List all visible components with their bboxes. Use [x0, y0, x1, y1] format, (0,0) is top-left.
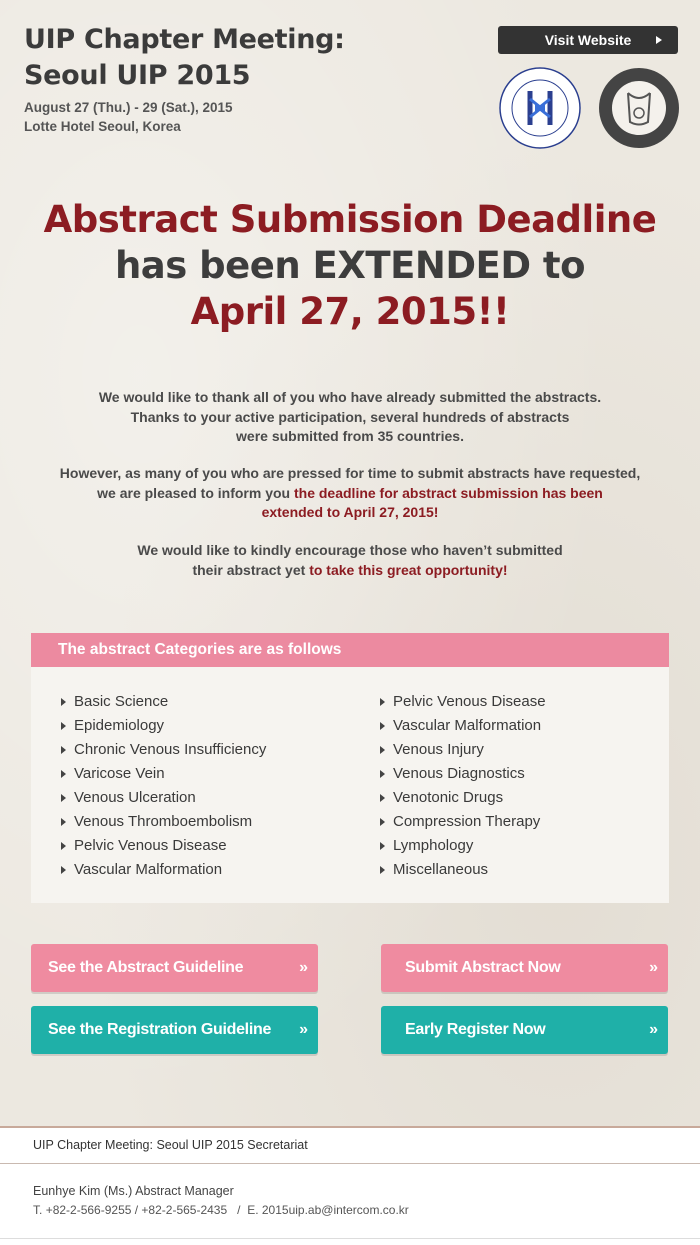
thanks-paragraph [20, 388, 680, 447]
event-title [24, 22, 345, 94]
email-label: E. [247, 1203, 259, 1217]
footer [0, 1126, 700, 1245]
headline-line-1: Abstract Submission Deadline [43, 198, 657, 241]
encourage-line-2 [20, 561, 680, 581]
event-header [24, 22, 345, 136]
category-item: Miscellaneous [380, 861, 546, 885]
category-item: Venous Ulceration [61, 789, 266, 813]
title-line-2: Seoul UIP 2015 [24, 60, 251, 91]
extension-line-2-text: we are pleased to inform you [97, 484, 294, 501]
thanks-line-1: We would like to thank all of you who have already submitted the abstracts. [98, 389, 602, 405]
category-item: Vascular Malformation [380, 717, 546, 741]
thanks-line-2: Thanks to your active participation, several hundreds of abstracts [130, 408, 570, 425]
submit-abstract-label: Submit Abstract Now [405, 959, 561, 976]
category-item: Lymphology [380, 837, 546, 861]
early-register-label: Early Register Now [405, 1021, 546, 1038]
encourage-highlight: to take this great opportunity! [309, 561, 508, 578]
double-chevron-icon: » [299, 959, 306, 976]
abstract-guideline-label: See the Abstract Guideline [48, 959, 244, 976]
secretariat-title: UIP Chapter Meeting: Seoul UIP 2015 Secretariat [33, 1138, 308, 1152]
categories-panel [31, 633, 669, 903]
extension-line-2 [20, 484, 680, 504]
email-link[interactable]: 2015uip.ab@intercom.co.kr [261, 1203, 409, 1217]
category-item: Compression Therapy [380, 813, 546, 837]
category-item: Venous Thromboembolism [61, 813, 266, 837]
event-dates: August 27 (Thu.) - 29 (Sat.), 2015 [24, 100, 233, 115]
deadline-headline [0, 197, 700, 335]
category-item: Basic Science [61, 693, 266, 717]
extension-line-1: However, as many of you who are pressed for time to submit abstracts have requested, [59, 465, 641, 481]
double-chevron-icon: » [649, 959, 656, 976]
event-venue: Lotte Hotel Seoul, Korea [24, 119, 181, 134]
extension-highlight: the deadline for abstract submission has been [293, 484, 603, 501]
title-line-1: UIP Chapter Meeting: [24, 24, 345, 55]
double-chevron-icon: » [299, 1021, 306, 1038]
visit-website-button[interactable] [498, 26, 678, 54]
extension-date-highlight: extended to April 27, 2015! [261, 504, 439, 520]
abstract-guideline-button[interactable] [31, 944, 318, 992]
kosp-logo [598, 67, 680, 149]
phone-label: T. [33, 1203, 43, 1217]
encourage-paragraph [20, 541, 680, 580]
uip-logo [499, 67, 581, 149]
category-item: Vascular Malformation [61, 861, 266, 885]
encourage-line-1: We would like to kindly encourage those who haven’t submitted [137, 542, 563, 558]
categories-heading: The abstract Categories are as follows [31, 633, 669, 667]
registration-guideline-label: See the Registration Guideline [48, 1021, 272, 1038]
category-item: Venous Injury [380, 741, 546, 765]
headline-line-3: April 27, 2015!! [190, 290, 510, 333]
submit-abstract-button[interactable] [381, 944, 668, 992]
category-item: Venous Diagnostics [380, 765, 546, 789]
visit-website-label: Visit Website [544, 32, 632, 48]
category-item: Varicose Vein [61, 765, 266, 789]
footer-divider [0, 1163, 700, 1164]
early-register-button[interactable] [381, 1006, 668, 1054]
play-arrow-icon [656, 36, 662, 44]
phone-number: +82-2-566-9255 / +82-2-565-2435 [45, 1203, 228, 1217]
thanks-line-3: were submitted from 35 countries. [236, 428, 464, 444]
registration-guideline-button[interactable] [31, 1006, 318, 1054]
manager-name: Eunhye Kim (Ms.) Abstract Manager [33, 1184, 234, 1198]
category-item: Venotonic Drugs [380, 789, 546, 813]
category-item: Pelvic Venous Disease [380, 693, 546, 717]
category-item: Epidemiology [61, 717, 266, 741]
event-details [24, 98, 345, 136]
category-item: Pelvic Venous Disease [61, 837, 266, 861]
category-item: Chronic Venous Insufficiency [61, 741, 266, 765]
categories-right-list [380, 693, 546, 885]
double-chevron-icon: » [649, 1021, 656, 1038]
headline-line-2: has been EXTENDED to [114, 244, 586, 287]
footer-bottom-rule [0, 1238, 700, 1239]
extension-paragraph [20, 464, 680, 523]
encourage-line-2-text: their abstract yet [192, 561, 310, 578]
contact-line: T. +82-2-566-9255 / +82-2-565-2435 / E. 2015uip.ab@intercom.co.kr [33, 1203, 409, 1217]
footer-top-rule [0, 1126, 700, 1128]
categories-left-list [61, 693, 266, 885]
